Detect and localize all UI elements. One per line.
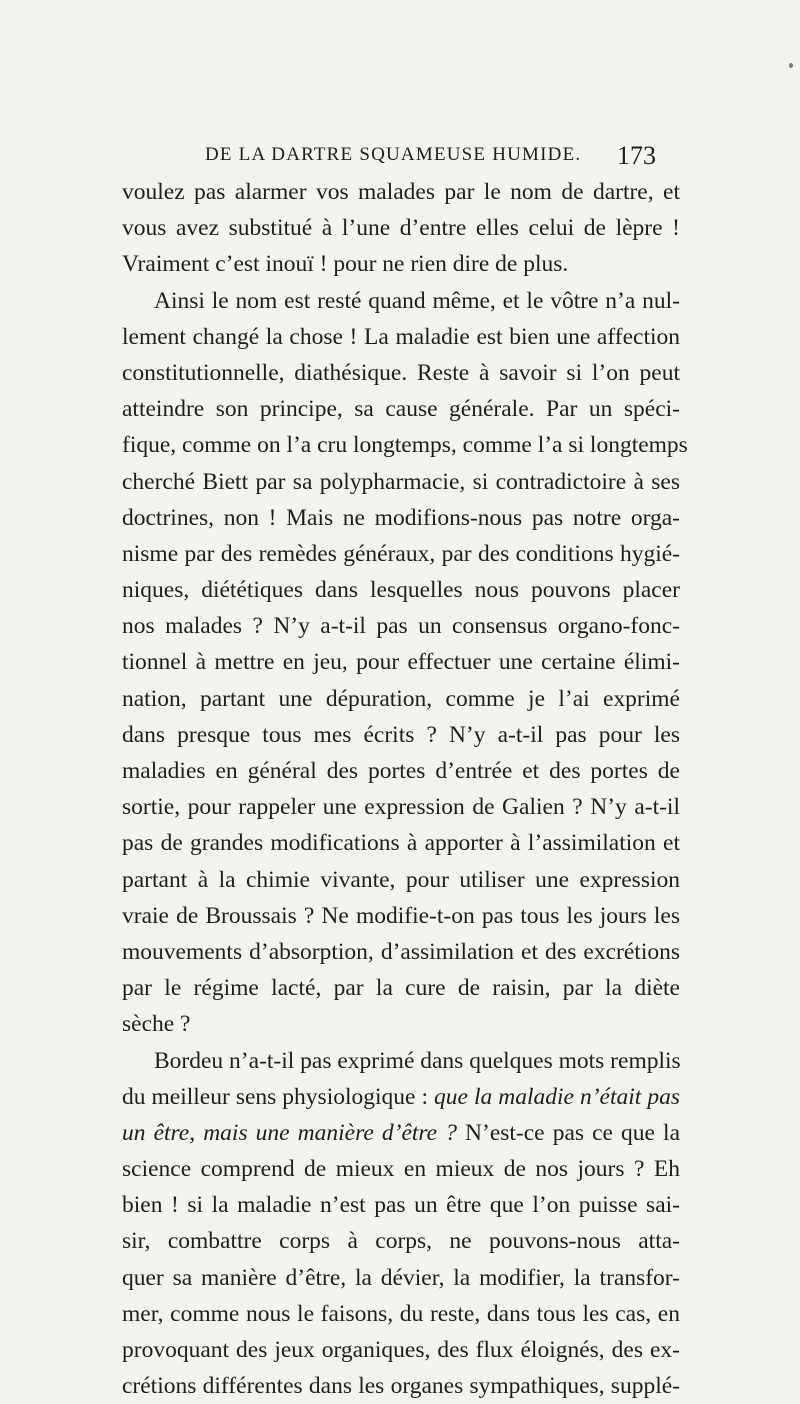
- text-line: nos malades ? N’y a-t-il pas un consensus organo-fonc-: [122, 613, 680, 640]
- text-line: lement changé la chose ! La maladie est bien une affection: [122, 323, 680, 350]
- text-line: maladies en général des portes d’entrée et des portes de: [122, 758, 680, 784]
- text-line: Bordeu n’a-t-il pas exprimé dans quelques mots remplis: [154, 1047, 681, 1074]
- text-line: vous avez substitué à l’une d’entre elles celui de lèpre !: [122, 215, 680, 242]
- text-line: niques, diététiques dans lesquelles nous pouvons placer: [122, 577, 680, 604]
- text-line: vraie de Broussais ? Ne modifie-t-on pas tous les jours les: [122, 902, 680, 929]
- text-line: science comprend de mieux en mieux de nos jours ? Eh: [122, 1156, 680, 1183]
- text-line: sortie, pour rappeler une expression de Galien ? N’y a-t-il: [122, 794, 680, 821]
- text-line: mer, comme nous le faisons, du reste, dans tous les cas, en: [122, 1300, 680, 1327]
- text-line: partant à la chimie vivante, pour utiliser une expression: [122, 866, 680, 893]
- text-line: dans presque tous mes écrits ? N’y a-t-il pas pour les: [122, 721, 680, 748]
- page-number: 173: [617, 141, 656, 170]
- text-line: constitutionnelle, diathésique. Reste à savoir si l’on peut: [122, 359, 680, 386]
- text-line: Vraiment c’est inouï ! pour ne rien dire de plus.: [122, 251, 569, 278]
- italic-quote: que la maladie n’était pas: [434, 1083, 680, 1110]
- text-line: doctrines, non ! Mais ne modifions-nous pas notre orga-: [122, 504, 680, 531]
- text-line: crétions différentes dans les organes sympathiques, supplé-: [122, 1373, 680, 1400]
- text-segment: du meilleur sens physiologique :: [122, 1083, 435, 1110]
- paper-spot: [789, 63, 793, 68]
- text-line: nation, partant une dépuration, comme je l’ai exprimé: [122, 685, 680, 712]
- text-line: quer sa manière d’être, la dévier, la modifier, la transfor-: [122, 1264, 680, 1291]
- text-line: mouvements d’absorption, d’assimilation et des excrétions: [122, 938, 680, 965]
- text-line: [122, 1079, 680, 1115]
- text-line: fique, comme on l’a cru longtemps, comme l’a si longtemps: [122, 432, 688, 459]
- text-line: [122, 1115, 680, 1151]
- text-line: Ainsi le nom est resté quand même, et le vôtre n’a nul-: [154, 287, 680, 314]
- text-line: cherché Biett par sa polypharmacie, si contradictoire à ses: [122, 468, 680, 495]
- text-line: tionnel à mettre en jeu, pour effectuer une certaine élimi-: [122, 649, 680, 676]
- text-line: sir, combattre corps à corps, ne pouvons-nous atta-: [122, 1228, 680, 1255]
- text-line: bien ! si la maladie n’est pas un être que l’on puisse sai-: [122, 1192, 680, 1219]
- running-title: DE LA DARTRE SQUAMEUSE HUMIDE.: [205, 144, 582, 165]
- text-line: sèche ?: [122, 1011, 191, 1038]
- text-line: provoquant des jeux organiques, des flux éloignés, des ex-: [122, 1337, 680, 1363]
- text-segment: N’est-ce pas ce que la: [456, 1119, 680, 1146]
- text-line: pas de grandes modifications à apporter à l’assimilation et: [122, 830, 680, 857]
- body-text: [122, 174, 688, 1404]
- italic-quote: un être, mais une manière d’être ?: [122, 1119, 457, 1146]
- text-line: voulez pas alarmer vos malades par le nom de dartre, et: [122, 179, 680, 205]
- running-head: [205, 141, 656, 171]
- text-line: par le régime lacté, par la cure de raisin, par la diète: [122, 975, 680, 1002]
- text-line: nisme par des remèdes généraux, par des conditions hygié-: [122, 540, 680, 567]
- text-line: atteindre son principe, sa cause générale. Par un spéci-: [122, 396, 680, 423]
